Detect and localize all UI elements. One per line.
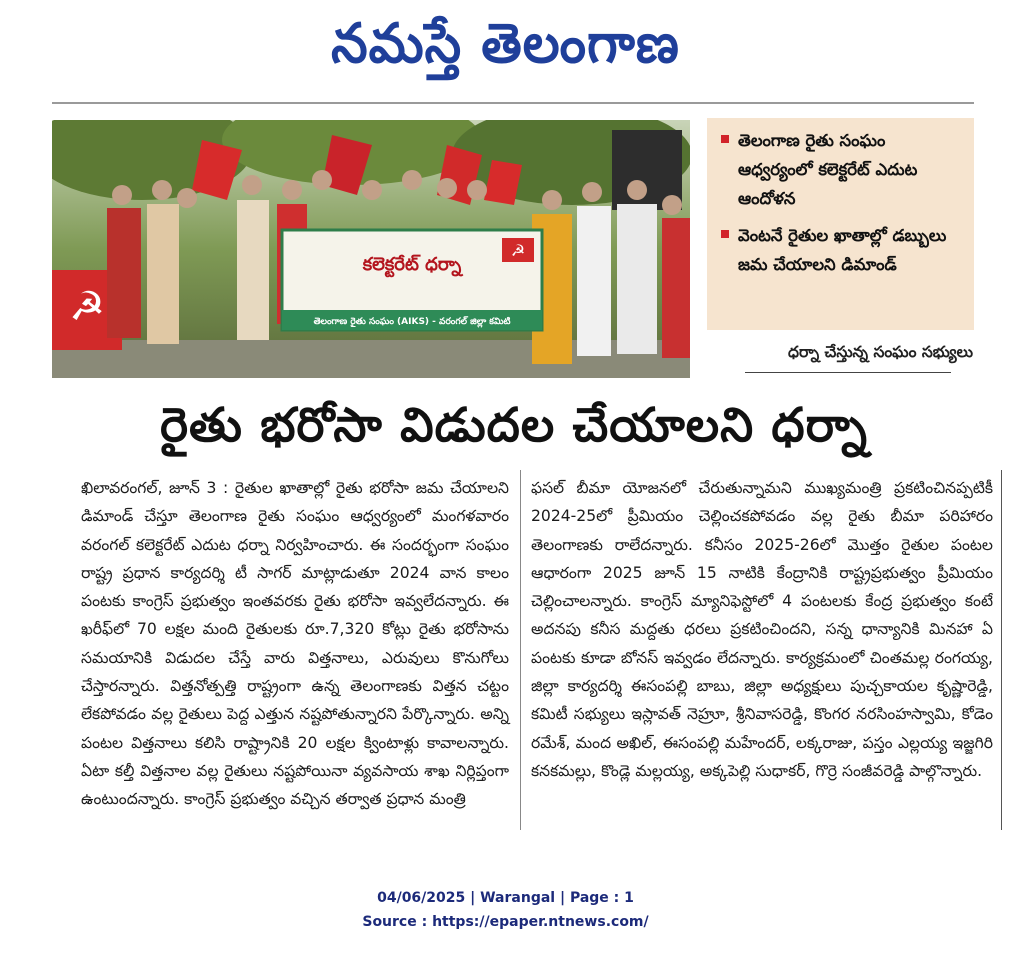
caption-underline <box>745 372 951 373</box>
protest-photo-illustration <box>52 120 690 378</box>
banner-footer: తెలంగాణ రైతు సంఘం (AIKS) - వరంగల్ జిల్లా కమిటి <box>313 317 511 327</box>
edition-info: 04/06/2025 | Warangal | Page : 1 <box>377 890 634 906</box>
newspaper-logo: నమస్తే తెలంగాణ <box>331 12 680 76</box>
red-bullet-icon <box>721 135 729 143</box>
red-bullet-icon <box>721 230 729 238</box>
article-text: ఫసల్ బీమా యోజనలో చేరుతున్నామని ముఖ్యమంత్రి ప్రకటించినప్పటికీ 2024-25లో ప్రీమియం చెల్లించకపోవడం వల్ల రైతు బీమా పరిహారం తెలంగాణకు రాలేదన్నారు. కనీసం 2025-26లో మొత్తం రైతుల పంటల ఆధారంగా 2025 జూన్ 15 నాటికి కేంద్రానికి రాష్ట్రప్రభుత్వం ప్రీమియం చెల్లించాలన్నారు. కాంగ్రెస్ మ్యానిఫెస్టోలో 4 పంటలకు కేంద్ర ప్రభుత్వం కంటే అదనపు కనీస మద్దతు ధరలు ప్రకటించిందని, సన్న ధాన్యానికి మినహా ఏ పంటకు కూడా బోనస్ ఇవ్వడం లేదన్నారు. కార్యక్రమంలో చింతమల్ల రంగయ్య, జిల్లా కార్యదర్శి ఈసంపల్లి బాబు, జిల్లా అధ్యక్షులు పుచ్చకాయల కృష్ణారెడ్డి, కమిటీ సభ్యులు ఇస్లావత్ నెహ్రూ, శ్రీనివాసరెడ్డి, కొంగర నరసింహస్వామి, కోడెం రమేశ్, మంద అఖిల్, ఈసంపల్లి మహేందర్, లక్కరాజు, పస్తం ఎల్లయ్య ఇజ్జగిరి కనకమల్లు, కొండ్లె మల్లయ్య, అక్కపెల్లి సుధాకర్, గొర్రె సంజీవరెడ్డి పాల్గొన్నారు. <box>531 479 993 780</box>
highlight-item <box>721 126 964 213</box>
banner-heading: కలెక్టరేట్ ధర్నా <box>362 254 462 275</box>
news-photo <box>52 120 690 378</box>
highlight-text: వెంటనే రైతుల ఖాతాల్లో డబ్బులు జమ చేయాలని డిమాండ్ <box>738 226 947 274</box>
masthead <box>0 4 1011 84</box>
column-divider <box>520 470 521 830</box>
flag-emblem-icon: ☭ <box>69 284 105 330</box>
highlight-text: తెలంగాణ రైతు సంఘం ఆధ్వర్యంలో కలెక్టరేట్ ఎదుట ఆందోళన <box>738 131 918 208</box>
photo-caption: ధర్నా చేస్తున్న సంఘం సభ్యులు <box>788 343 973 361</box>
article-headline: రైతు భరోసా విడుదల చేయాలని ధర్నా <box>160 398 868 453</box>
article-text: ఖిలావరంగల్, జూన్ 3 : రైతుల ఖాతాల్లో రైతు భరోసా జమ చేయాలని డిమాండ్ చేస్తూ తెలంగాణ రైతు సంఘం ఆధ్వర్యంలో మంగళవారం వరంగల్ కలెక్టరేట్ ఎదుట ధర్నా నిర్వహించారు. ఈ సందర్భంగా సంఘం రాష్ట్ర ప్రధాన కార్యదర్శి టీ సాగర్ మాట్లాడుతూ 2024 వాన కాలం పంటకు కాంగ్రెస్ ప్రభుత్వం ఇంతవరకు రైతు భరోసా ఇవ్వలేదన్నారు. ఈ ఖరీఫ్‌లో 70 లక్షల మంది రైతులకు రూ.7,320 కోట్లు రైతు భరోసాను సమయానికి విడుదల చేస్తే వారు విత్తనాలు, ఎరువులు కొనుగోలు చేస్తారన్నారు. విత్తనోత్పత్తి రాష్ట్రంగా ఉన్న తెలంగాణకు విత్తన చట్టం లేకపోవడం వల్ల రైతులు పెద్ద ఎత్తున నష్టపోతున్నారని పేర్కొన్నారు. అన్ని పంటల విత్తనాలు కలిసి రాష్ట్రానికి 20 లక్షల క్వింటాళ్లు కావాలన్నారు. ఏటా కల్తీ విత్తనాల వల్ల రైతులు నష్టపోయినా వ్యవసాయ శాఖ నిర్లిప్తంగా ఉంటుందన్నారు. కాంగ్రెస్ ప్రభుత్వం వచ్చిన తర్వాత ప్రధాన మంత్రి <box>81 479 509 809</box>
page-footer <box>0 886 1011 934</box>
right-border-rule <box>1001 470 1002 830</box>
hammer-sickle-icon: ☭ <box>510 241 526 260</box>
article-column-right <box>531 474 993 785</box>
source-link[interactable]: Source : https://epaper.ntnews.com/ <box>362 914 649 930</box>
article-column-left <box>81 474 509 814</box>
highlights-box <box>707 118 974 330</box>
header-divider <box>52 102 974 104</box>
highlight-item <box>721 221 964 279</box>
